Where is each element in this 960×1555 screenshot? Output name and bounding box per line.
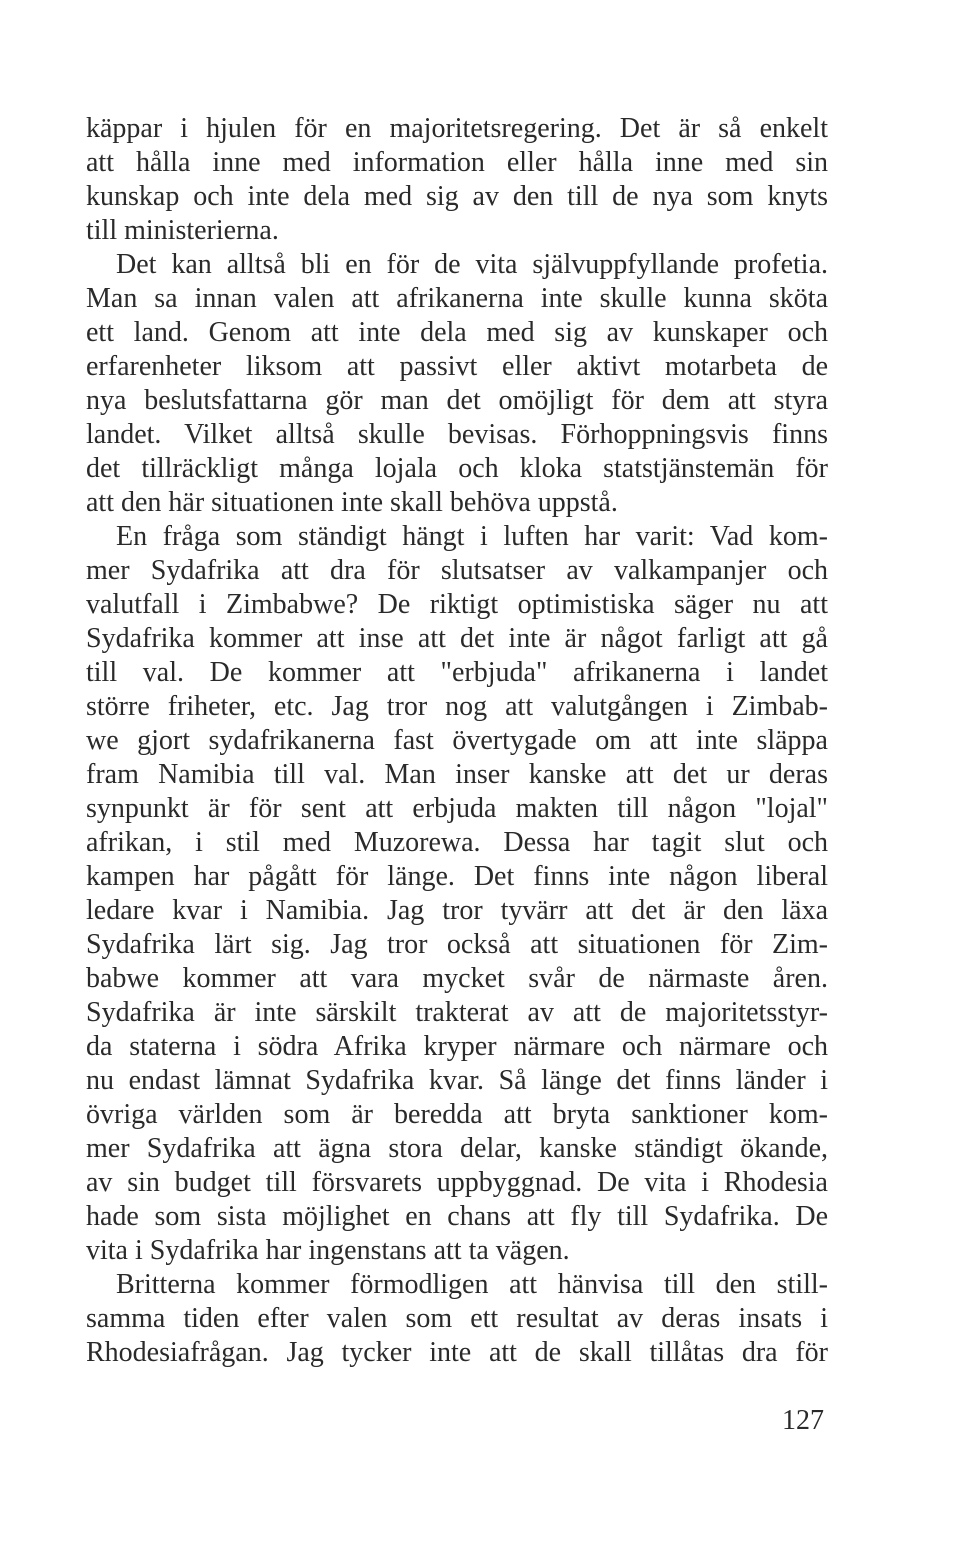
text-line: afrikan, i stil med Muzorewa. Dessa har tagit slut och <box>86 827 828 858</box>
text-line: synpunkt är för sent att erbjuda makten till någon "lojal" <box>86 793 828 824</box>
text-line: nya beslutsfattarna gör man det omöjligt för dem att styra <box>86 385 828 416</box>
text-line: nu endast lämnat Sydafrika kvar. Så länge det finns länder i <box>86 1065 828 1096</box>
text-line: övriga världen som är beredda att bryta sanktioner kom- <box>86 1099 828 1130</box>
text-line: Det kan alltså bli en för de vita självuppfyllande profetia. <box>116 249 828 280</box>
text-line: samma tiden efter valen som ett resultat av deras insats i <box>86 1303 828 1334</box>
text-line: mer Sydafrika att dra för slutsatser av valkampanjer och <box>86 555 828 586</box>
text-line: we gjort sydafrikanerna fast övertygade om att inte släppa <box>86 725 828 756</box>
text-line: fram Namibia till val. Man inser kanske att det ur deras <box>86 759 828 790</box>
text-line: det tillräckligt många lojala och kloka statstjänstemän för <box>86 453 828 484</box>
text-line: erfarenheter liksom att passivt eller aktivt motarbeta de <box>86 351 828 382</box>
text-line: valutfall i Zimbabwe? De riktigt optimistiska säger nu att <box>86 589 828 620</box>
text-line: kunskap och inte dela med sig av den till de nya som knyts <box>86 181 828 212</box>
text-line: Britterna kommer förmodligen att hänvisa till den still- <box>116 1269 828 1300</box>
text-line: vita i Sydafrika har ingenstans att ta vägen. <box>86 1235 570 1266</box>
text-line: Sydafrika lärt sig. Jag tror också att situationen för Zim- <box>86 929 828 960</box>
text-line: kampen har pågått för länge. Det finns inte någon liberal <box>86 861 828 892</box>
text-line: av sin budget till försvarets uppbyggnad. De vita i Rhodesia <box>86 1167 828 1198</box>
text-line: att den här situationen inte skall behöva uppstå. <box>86 487 618 518</box>
text-line: Rhodesiafrågan. Jag tycker inte att de skall tillåtas dra för <box>86 1337 828 1368</box>
text-line: da staterna i södra Afrika kryper närmare och närmare och <box>86 1031 828 1062</box>
page-number: 127 <box>782 1405 824 1436</box>
text-line: käppar i hjulen för en majoritetsregering. Det är så enkelt <box>86 113 828 144</box>
text-line: till val. De kommer att "erbjuda" afrikanerna i landet <box>86 657 828 688</box>
text-line: hade som sista möjlighet en chans att fly till Sydafrika. De <box>86 1201 828 1232</box>
text-line: Man sa innan valen att afrikanerna inte skulle kunna sköta <box>86 283 828 314</box>
text-line: babwe kommer att vara mycket svår de närmaste åren. <box>86 963 828 994</box>
text-line: landet. Vilket alltså skulle bevisas. Förhoppningsvis finns <box>86 419 828 450</box>
text-line: mer Sydafrika att ägna stora delar, kanske ständigt ökande, <box>86 1133 828 1164</box>
text-line: till ministerierna. <box>86 215 279 246</box>
text-line: större friheter, etc. Jag tror nog att valutgången i Zimbab- <box>86 691 828 722</box>
text-line: Sydafrika kommer att inse att det inte är något farligt att gå <box>86 623 828 654</box>
text-line: att hålla inne med information eller hålla inne med sin <box>86 147 828 178</box>
text-line: Sydafrika är inte särskilt trakterat av att de majoritetsstyr- <box>86 997 828 1028</box>
text-line: ledare kvar i Namibia. Jag tror tyvärr att det är den läxa <box>86 895 828 926</box>
text-line: ett land. Genom att inte dela med sig av kunskaper och <box>86 317 828 348</box>
body-text <box>86 112 828 1370</box>
text-line: En fråga som ständigt hängt i luften har varit: Vad kom- <box>116 521 828 552</box>
